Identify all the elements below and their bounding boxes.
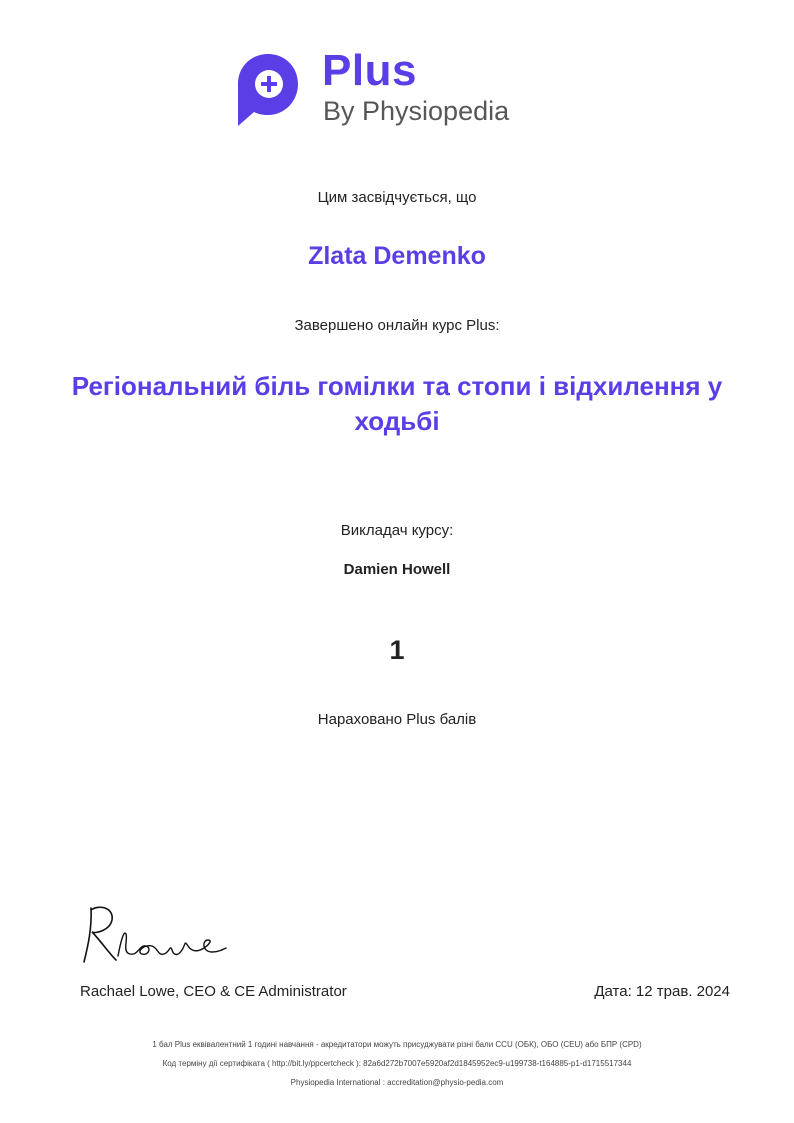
handwritten-signature (74, 900, 234, 970)
brand-logo (236, 46, 526, 134)
recipient-name: Zlata Demenko (308, 242, 486, 270)
footer-validation-code: Код терміну дії сертифіката ( http://bit.ly/ppcertcheck ): 82a6d272b7007e5920af2d1845952ec9-u199738-t164885-p1-d1715517344 (162, 1059, 632, 1068)
course-title: Регіональний біль гомілки та стопи і відхилення у ходьбі (71, 371, 723, 436)
instructor-name: Damien Howell (343, 561, 451, 578)
plus-chat-bubble-icon (236, 52, 300, 128)
signer-name: Rachael Lowe, CEO & CE Administrator (80, 983, 347, 1000)
completed-label: Завершено онлайн курс Plus: (294, 317, 500, 334)
points-value: 1 (389, 635, 405, 665)
certificate-date: Дата: 12 трав. 2024 (594, 983, 730, 1000)
instructor-label: Викладач курсу: (340, 522, 454, 539)
signature-image (74, 900, 234, 970)
brand-subtitle: By Physiopedia (323, 96, 510, 126)
points-label: Нараховано Plus балів (317, 711, 477, 728)
footer-note: 1 бал Plus еквівалентний 1 годині навчання - акредитатори можуть присуджувати різні бали CCU (ОБК), OБО (CEU) або БПР (CPD) (152, 1040, 642, 1049)
brand-name: Plus (322, 46, 417, 95)
certificate-intro: Цим засвідчується, що (317, 189, 477, 206)
footer-contact: Physiopedia International : accreditation@physio-pedia.com (290, 1078, 504, 1087)
